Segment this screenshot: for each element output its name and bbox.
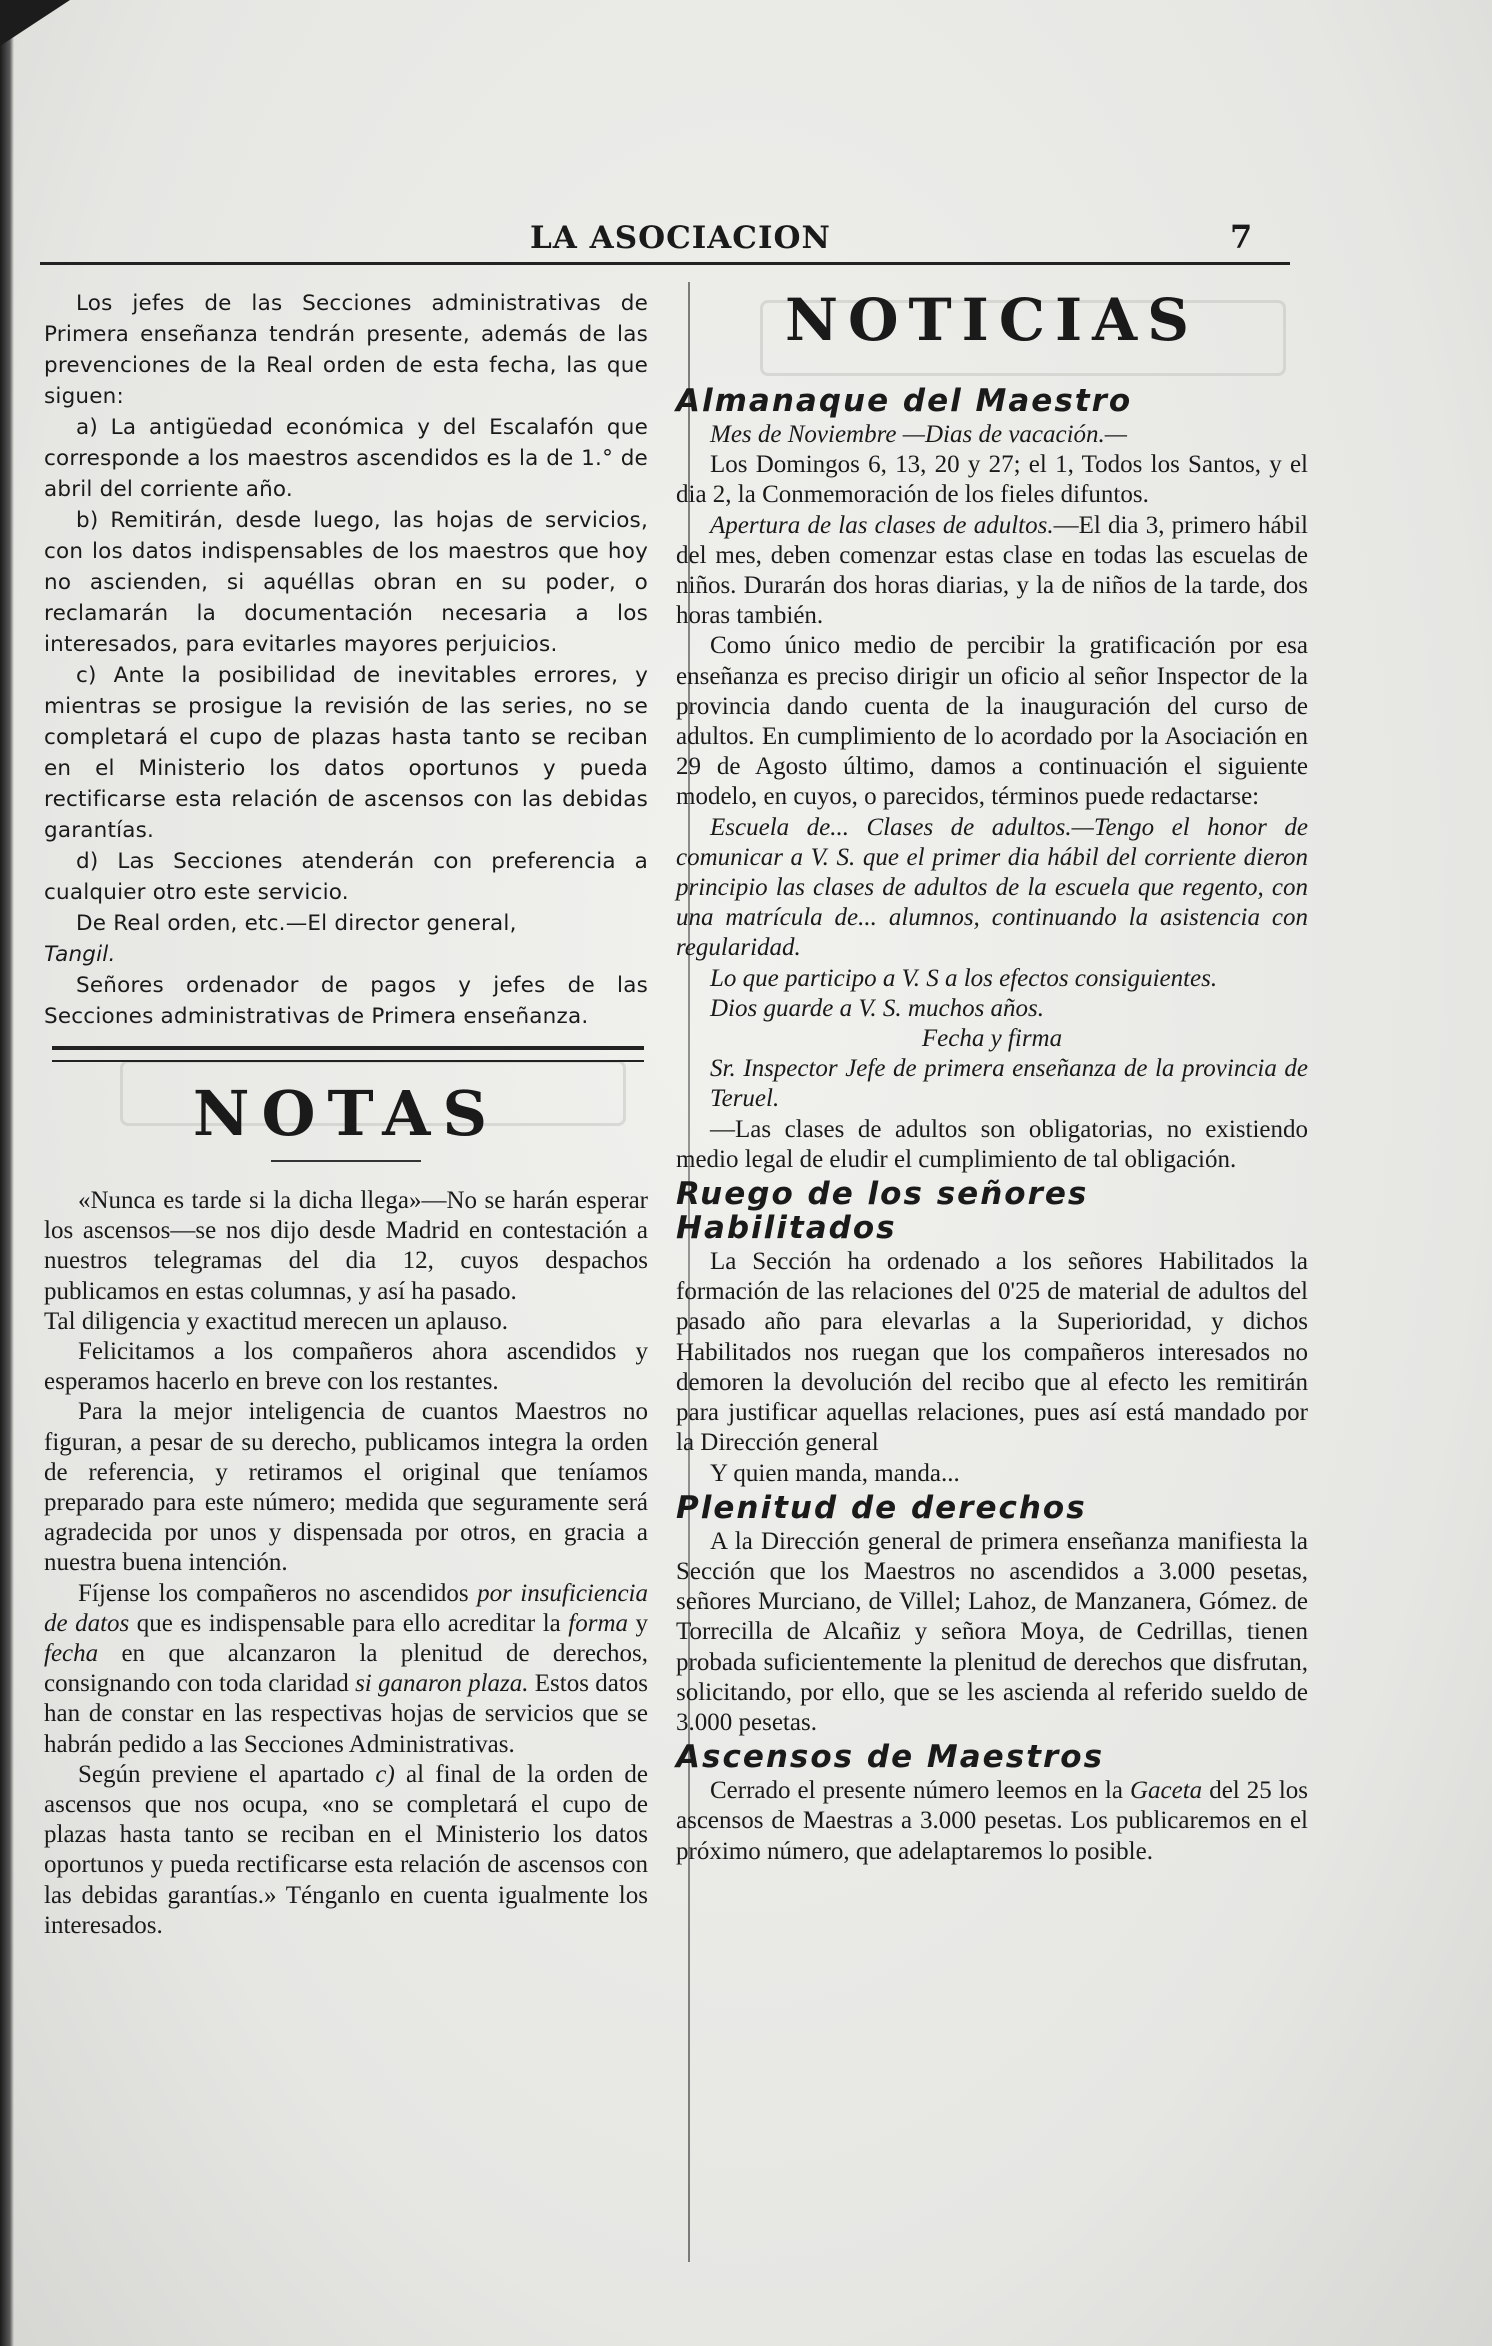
notas-heading: NOTAS [192,1077,500,1150]
text-run: Cerrado el presente número leemos en la [710,1777,1130,1805]
text-run: Fíjense los compañeros no ascendidos [78,1579,478,1607]
text-run-italic: por insuficiencia de datos [44,1579,648,1637]
page-corner-shadow [0,0,70,46]
order-item-b: b) Remitirán, desde luego, las hojas de servicios, con los datos indispensables de los maestros que hoy no ascienden, si aquéllas obran en su poder, o reclamarán la documentación necesaria a los interesados, para evitarles mayores perjuicios. [44,508,648,657]
almanaque-heading: Almanaque del Maestro [676,383,1133,419]
almanaque-gratification: Como único medio de percibir la gratificación por esa enseñanza es preciso dirigir un oficio al señor Inspector de la provincia dando cuenta de la inauguración del curso de adultos. En cumplimiento de lo acordado por la Asociación en 29 de Agosto último, damos a continuación el siguiente modelo, en cuyos, o parecidos, términos puede redactarse: [676,632,1308,811]
section-double-rule [52,1046,644,1062]
text-run-italic: si ganaron plaza. [355,1670,529,1698]
header-rule [40,262,1290,265]
almanaque-holidays: Los Domingos 6, 13, 20 y 27; el 1, Todos los Santos, y el dia 2, la Conmemoración de los fieles difuntos. [676,451,1308,509]
model-letter-body: Escuela de... Clases de adultos.—Tengo el honor de comunicar a V. S. que el primer dia hábil del corriente dieron principio las clases de adultos de la escuela que regento, con una matrícula de... alumnos, continuando la asistencia con regularidad. [676,813,1308,962]
royal-order-text [44,288,648,1032]
text-run: que es indispensable para ello acreditar la [129,1609,569,1637]
model-letter-purpose: Lo que participo a V. S a los efectos consiguientes. [710,964,1218,992]
ruego-heading: Ruego de los señores Habilitados [676,1176,1089,1247]
text-run: Según previene el apartado [78,1760,376,1788]
text-run-italic: forma [568,1609,628,1637]
almanaque-subheading: Mes de Noviembre —Dias de vacación.— [710,421,1128,448]
ruego-closing: Y quien manda, manda... [710,1459,960,1487]
text-run-italic: Apertura de las clases de adultos. [710,511,1054,539]
page-number: 7 [1230,218,1253,256]
almanaque-obligation: —Las clases de adultos son obligatorias, no existiendo medio legal de eludir el cumplimiento de tal obligación. [676,1115,1308,1173]
text-run: Estos datos han de constar en las respectivas hojas de servicios que se habrán pedido a las Secciones Administrativas. [44,1670,648,1758]
text-run: en que alcanzaron la plenitud de derechos, consignando con toda claridad [44,1640,648,1698]
model-letter-salutation: Dios guarde a V. S. muchos años. [710,994,1045,1022]
notas-paragraph: Tal diligencia y exactitud merecen un aplauso. [44,1307,509,1335]
text-run: del 25 los ascensos de Maestras a 3.000 pesetas. Los publicaremos en el próximo número, que adelaptaremos lo posible. [676,1777,1308,1865]
model-letter-date-signature: Fecha y firma [921,1025,1063,1053]
text-run: —El dia 3, primero hábil del mes, deben comenzar estas clase en todas las escuelas de niños. Durarán dos horas diarias, y la de niños de la tarde, dos horas también. [676,511,1308,630]
notas-paragraph: «Nunca es tarde si la dicha llega»—No se harán esperar los ascensos—se nos dijo desde Madrid en contestación a nuestros telegramas del dia 12, cuyos despachos publicamos en estas columnas, y así ha pasado. [44,1187,648,1305]
page-binding-shadow [0,0,14,2346]
newspaper-title: LA ASOCIACION [530,220,831,256]
order-item-a: a) La antigüedad económica y del Escalafón que corresponde a los maestros ascendidos es la de 1.° de abril del corriente año. [44,415,648,502]
text-run-italic: c) [375,1760,395,1788]
order-intro: Los jefes de las Secciones administrativas de Primera enseñanza tendrán presente, además de las prevenciones de la Real orden de esta fecha, las que siguen: [44,291,648,409]
plenitud-heading: Plenitud de derechos [676,1489,1087,1526]
ascensos-paragraph [676,1776,1308,1867]
notas-body [44,1186,648,1941]
notas-paragraph [44,1760,648,1941]
plenitud-paragraph: A la Dirección general de primera enseñanza manifiesta la Sección que los Maestros no ascendidos a 3.000 pesetas, señores Murciano, de Villel; Lahoz, de Manzanera, Gómez. de Torrecilla de Alcañiz y señora Moya, de Cedrillas, tienen probada suficientemente la plenitud de derechos que disfrutan, solicitando, por ello, que se les ascienda al referido sueldo de 3.000 pesetas. [676,1527,1308,1736]
ruego-paragraph: La Sección ha ordenado a los señores Habilitados la formación de las relaciones del 0'25 de material de adultos del pasado año para elevarlas a la Superioridad, y dichos Habilitados nos ruegan que los compañeros interesados no demoren la devolución del recibo que al efecto les remitirán para justificar aquellas relaciones, pues así está mandado por la Dirección general [676,1248,1308,1457]
page-header [40,218,1290,266]
order-item-d: d) Las Secciones atenderán con preferencia a cualquier otro este servicio. [44,849,648,905]
order-addressees: Señores ordenador de pagos y jefes de las Secciones administrativas de Primera enseñanza. [44,973,648,1029]
order-signature: Tangil. [44,942,116,967]
text-run: y [628,1609,648,1637]
notas-paragraph [44,1579,648,1760]
notas-paragraph: Para la mejor inteligencia de cuantos Maestros no figuran, a pesar de su derecho, publicamos integra la orden de referencia, y retiramos el original que teníamos preparado para este número; medida que seguramente será agradecida por unos y dispensada por otros, en gracia a nuestra buena intención. [44,1398,648,1577]
model-letter-addressee: Sr. Inspector Jefe de primera enseñanza de la provincia de Teruel. [710,1055,1308,1113]
notas-paragraph: Felicitamos a los compañeros ahora ascendidos y esperamos hacerlo en breve con los restantes. [44,1338,648,1396]
noticias-body [676,384,1308,1867]
text-run: al final de la orden de ascensos que nos ocupa, «no se completará el cupo de plazas hasta tanto se reciban en el Ministerio los datos oportunos y pueda rectificarse esta relación de ascensos con las debidas garantías.» Ténganlo en cuenta igualmente los interesados. [44,1760,648,1939]
order-closing: De Real orden, etc.—El director general, [76,911,517,936]
noticias-heading: NOTICIAS [784,286,1199,354]
almanaque-adult-classes [676,511,1308,632]
ascensos-heading: Ascensos de Maestros [676,1739,1105,1776]
notas-underline [271,1160,421,1162]
text-run-italic: Gaceta [1129,1777,1203,1805]
left-column [44,288,648,1941]
text-run-italic: fecha [44,1640,99,1668]
right-column [676,284,1308,1867]
order-item-c: c) Ante la posibilidad de inevitables errores, y mientras se prosigue la revisión de las series, no se completará el cupo de plazas hasta tanto se reciban en el Ministerio los datos oportunos y pueda rectificarse esta relación de ascensos con las debidas garantías. [44,663,648,843]
